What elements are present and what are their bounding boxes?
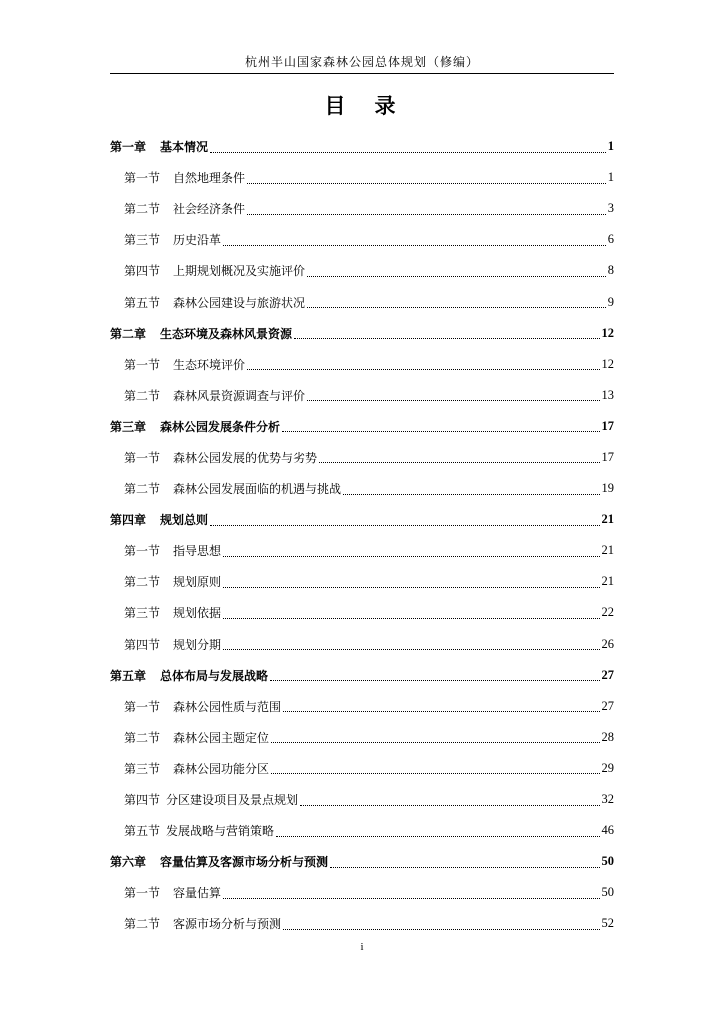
toc-entry-title: 森林公园主题定位 <box>173 730 270 745</box>
toc-entry-title: 自然地理条件 <box>173 171 246 186</box>
dot-leader <box>294 329 599 339</box>
toc-section-entry[interactable] <box>110 473 614 504</box>
toc-section-entry[interactable] <box>110 784 614 815</box>
dot-leader <box>247 205 606 215</box>
toc-entry-page: 1 <box>607 170 614 185</box>
dot-leader <box>307 267 606 277</box>
toc-chapter-entry[interactable] <box>110 318 614 349</box>
toc-entry-title: 规划原则 <box>173 575 222 590</box>
toc-entry-title: 基本情况 <box>160 140 209 155</box>
toc-entry-title: 社会经济条件 <box>173 202 246 217</box>
toc-entry-page: 8 <box>607 263 614 278</box>
header-rule <box>110 73 614 74</box>
table-of-contents <box>110 131 614 939</box>
toc-section-entry[interactable] <box>110 535 614 566</box>
toc-entry-page: 21 <box>601 574 614 589</box>
toc-section-entry[interactable] <box>110 691 614 722</box>
toc-entry-title: 森林公园建设与旅游状况 <box>173 295 306 310</box>
toc-entry-page: 27 <box>601 698 614 713</box>
dot-leader <box>330 858 599 868</box>
dot-leader <box>223 547 599 557</box>
toc-entry-title: 规划分期 <box>173 637 222 652</box>
toc-entry-title: 生态环境评价 <box>173 357 246 372</box>
toc-entry-title: 总体布局与发展战略 <box>160 668 269 683</box>
toc-entry-page: 13 <box>601 387 614 402</box>
toc-entry-number: 第四章 <box>110 513 147 528</box>
toc-entry-number: 第一节 <box>124 886 161 901</box>
toc-entry-number: 第二节 <box>124 730 161 745</box>
toc-section-entry[interactable] <box>110 722 614 753</box>
toc-entry-page: 52 <box>601 916 614 931</box>
toc-section-entry[interactable] <box>110 442 614 473</box>
toc-entry-page: 17 <box>601 449 614 464</box>
dot-leader <box>210 516 599 526</box>
toc-section-entry[interactable] <box>110 380 614 411</box>
toc-entry-page: 29 <box>601 760 614 775</box>
running-header: 杭州半山国家森林公园总体规划（修编） <box>244 55 479 69</box>
dot-leader <box>271 764 599 774</box>
toc-entry-title: 上期规划概况及实施评价 <box>173 264 306 279</box>
dot-leader <box>282 422 599 432</box>
toc-section-entry[interactable] <box>110 566 614 597</box>
toc-entry-page: 22 <box>601 605 614 620</box>
toc-entry-title: 森林公园发展的优势与劣势 <box>173 450 318 465</box>
dot-leader <box>343 485 599 495</box>
toc-entry-number: 第二节 <box>124 482 161 497</box>
toc-entry-number: 第二节 <box>124 202 161 217</box>
toc-entry-number: 第二节 <box>124 388 161 403</box>
toc-entry-number: 第一节 <box>124 544 161 559</box>
toc-section-entry[interactable] <box>110 877 614 908</box>
toc-section-entry[interactable] <box>110 753 614 784</box>
toc-title: 目 录 <box>324 93 400 118</box>
toc-chapter-entry[interactable] <box>110 131 614 162</box>
toc-entry-number: 第三节 <box>124 233 161 248</box>
toc-entry-number: 第六章 <box>110 855 147 870</box>
toc-entry-page: 26 <box>601 636 614 651</box>
toc-entry-number: 第五章 <box>110 668 147 683</box>
dot-leader <box>283 920 599 930</box>
toc-chapter-entry[interactable] <box>110 411 614 442</box>
toc-entry-page: 19 <box>601 481 614 496</box>
toc-section-entry[interactable] <box>110 193 614 224</box>
toc-entry-number: 第一节 <box>124 171 161 186</box>
toc-entry-title: 生态环境及森林风景资源 <box>160 326 293 341</box>
toc-entry-number: 第三节 <box>124 606 161 621</box>
toc-entry-page: 6 <box>607 232 614 247</box>
dot-leader <box>247 174 606 184</box>
toc-entry-number: 第一节 <box>124 450 161 465</box>
dot-leader <box>270 671 599 681</box>
toc-entry-page: 28 <box>601 729 614 744</box>
dot-leader <box>223 236 606 246</box>
toc-entry-page: 3 <box>607 201 614 216</box>
toc-entry-title: 容量估算及客源市场分析与预测 <box>160 855 329 870</box>
toc-entry-page: 1 <box>607 139 614 154</box>
toc-entry-page: 12 <box>601 356 614 371</box>
toc-entry-number: 第二章 <box>110 326 147 341</box>
toc-entry-title: 规划依据 <box>173 606 222 621</box>
dot-leader <box>319 453 599 463</box>
toc-entry-number: 第四节 <box>124 264 161 279</box>
toc-entry-page: 50 <box>601 885 614 900</box>
toc-entry-title: 森林风景资源调查与评价 <box>173 388 306 403</box>
dot-leader <box>307 391 599 401</box>
toc-entry-title: 规划总则 <box>160 513 209 528</box>
toc-entry-number: 第三章 <box>110 419 147 434</box>
toc-entry-title: 森林公园发展条件分析 <box>160 419 281 434</box>
page-number: i <box>360 941 364 953</box>
toc-section-entry[interactable] <box>110 286 614 317</box>
toc-entry-title: 分区建设项目及景点规划 <box>166 793 299 808</box>
toc-section-entry[interactable] <box>110 908 614 939</box>
toc-entry-page: 46 <box>601 823 614 838</box>
toc-entry-page: 21 <box>601 543 614 558</box>
toc-chapter-entry[interactable] <box>110 660 614 691</box>
toc-entry-number: 第二节 <box>124 575 161 590</box>
toc-entry-title: 历史沿革 <box>173 233 222 248</box>
dot-leader <box>307 298 606 308</box>
toc-entry-page: 12 <box>601 325 614 340</box>
toc-entry-number: 第一节 <box>124 357 161 372</box>
toc-entry-number: 第一节 <box>124 699 161 714</box>
toc-entry-number: 第三节 <box>124 761 161 776</box>
toc-section-entry[interactable] <box>110 815 614 846</box>
toc-entry-title: 森林公园发展面临的机遇与挑战 <box>173 482 342 497</box>
toc-entry-number: 第五节 <box>124 824 161 839</box>
toc-entry-page: 27 <box>601 667 614 682</box>
toc-entry-title: 森林公园功能分区 <box>173 761 270 776</box>
dot-leader <box>300 796 599 806</box>
dot-leader <box>283 702 599 712</box>
toc-entry-title: 森林公园性质与范围 <box>173 699 282 714</box>
dot-leader <box>223 578 599 588</box>
dot-leader <box>276 827 599 837</box>
toc-section-entry[interactable] <box>110 597 614 628</box>
dot-leader <box>223 609 599 619</box>
toc-section-entry[interactable] <box>110 629 614 660</box>
toc-entry-title: 客源市场分析与预测 <box>173 917 282 932</box>
toc-entry-page: 21 <box>601 512 614 527</box>
dot-leader <box>223 889 599 899</box>
toc-entry-page: 32 <box>601 792 614 807</box>
toc-entry-page: 17 <box>601 418 614 433</box>
toc-entry-title: 容量估算 <box>173 886 222 901</box>
toc-chapter-entry[interactable] <box>110 846 614 877</box>
dot-leader <box>247 360 599 370</box>
toc-entry-page: 9 <box>607 294 614 309</box>
toc-entry-number: 第二节 <box>124 917 161 932</box>
dot-leader <box>223 640 599 650</box>
toc-entry-number: 第四节 <box>124 793 161 808</box>
toc-section-entry[interactable] <box>110 162 614 193</box>
toc-section-entry[interactable] <box>110 349 614 380</box>
dot-leader <box>210 143 606 153</box>
toc-entry-page: 50 <box>601 854 614 869</box>
toc-entry-title: 发展战略与营销策略 <box>166 824 275 839</box>
toc-entry-number: 第五节 <box>124 295 161 310</box>
toc-entry-number: 第一章 <box>110 140 147 155</box>
toc-entry-title: 指导思想 <box>173 544 222 559</box>
toc-section-entry[interactable] <box>110 255 614 286</box>
toc-entry-number: 第四节 <box>124 637 161 652</box>
dot-leader <box>271 733 599 743</box>
toc-chapter-entry[interactable] <box>110 504 614 535</box>
toc-section-entry[interactable] <box>110 224 614 255</box>
